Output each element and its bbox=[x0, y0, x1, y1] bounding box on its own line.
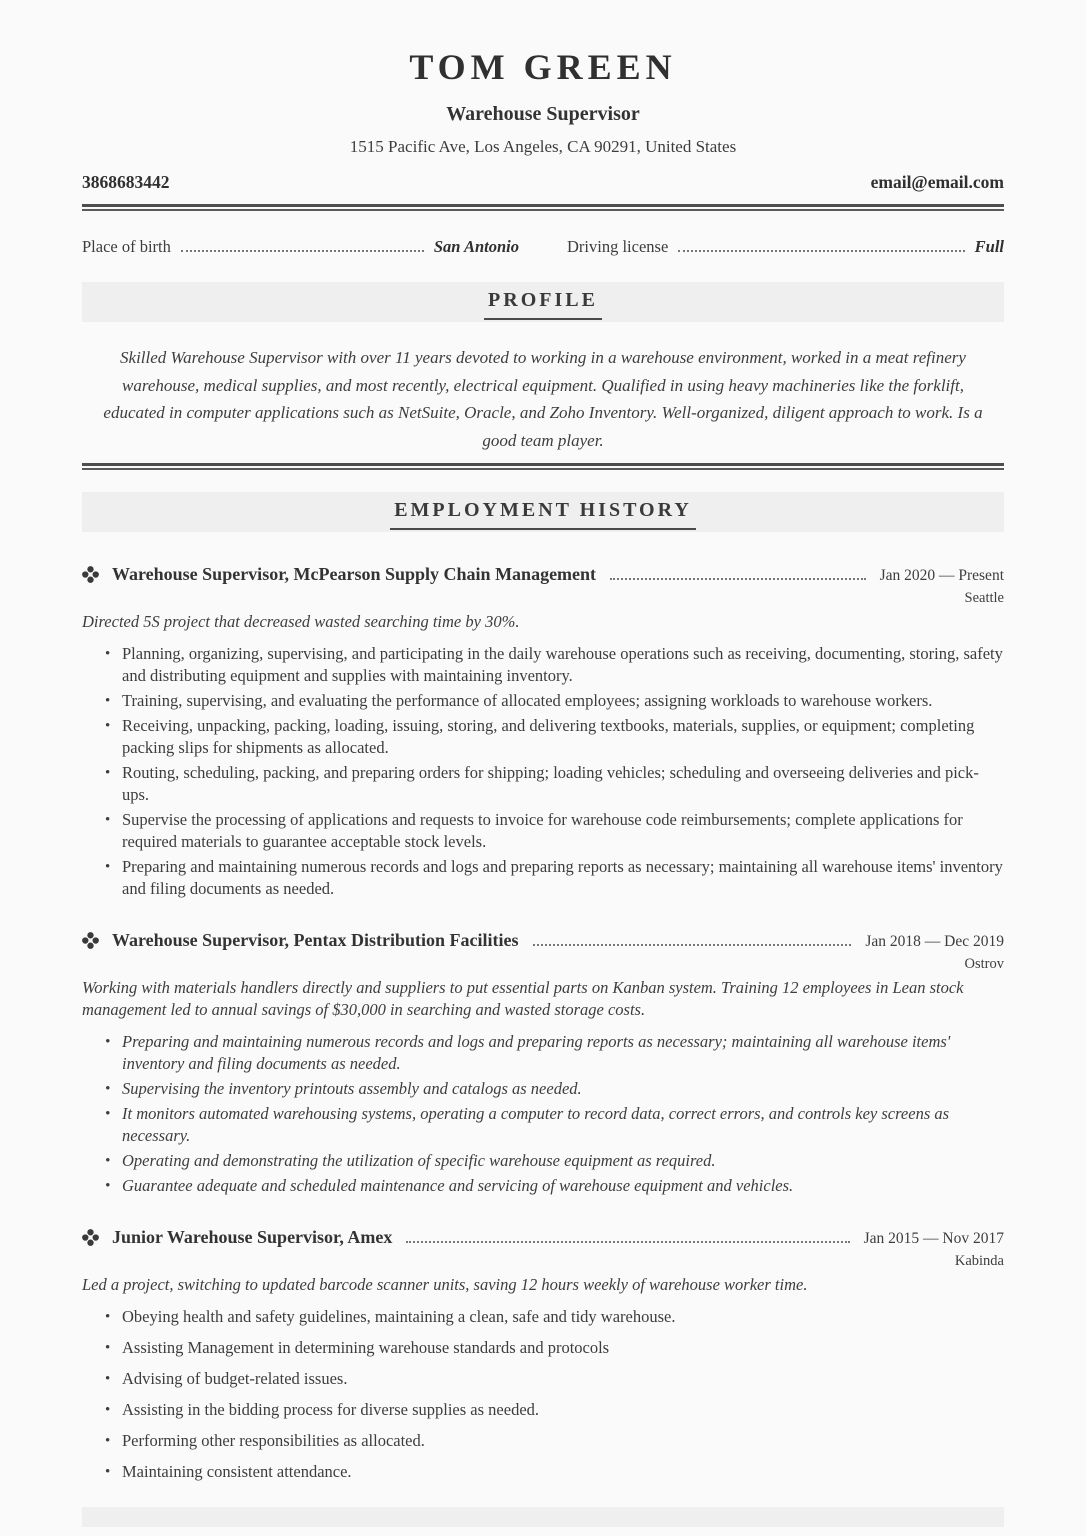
driving-license-label: Driving license bbox=[567, 237, 669, 256]
driving-license-value: Full bbox=[974, 237, 1004, 256]
job-bullet: • Maintaining consistent attendance. bbox=[122, 1461, 1004, 1483]
contact-row bbox=[82, 172, 1004, 193]
job-bullet: • Supervise the processing of applications and requests to invoice for warehouse code reimbursements; complete applications for required materials to guarantee acceptable stock levels. bbox=[122, 809, 1004, 853]
detail-place-of-birth bbox=[82, 237, 519, 257]
quatrefoil-bullet-icon bbox=[82, 932, 99, 949]
job-bullet-list bbox=[82, 1306, 1004, 1483]
job-bullet: • Assisting in the bidding process for diverse supplies as needed. bbox=[122, 1399, 1004, 1421]
job-location: Kabinda bbox=[954, 1253, 1004, 1269]
job-bullet: • Training, supervising, and evaluating the performance of allocated employees; assigning workloads to warehouse workers. bbox=[122, 690, 1004, 712]
dotted-leader bbox=[678, 250, 964, 252]
job-dates: Jan 2020 — Present bbox=[879, 567, 1004, 584]
details-row bbox=[82, 237, 1004, 257]
job-header bbox=[82, 1225, 1004, 1249]
job-title: Warehouse Supervisor, Pentax Distribution Facilities bbox=[112, 930, 519, 950]
job-bullet-list bbox=[82, 643, 1004, 900]
job-entry bbox=[82, 562, 1004, 900]
job-summary: Directed 5S project that decreased wasted searching time by 30%. bbox=[82, 612, 520, 631]
job-bullet: • Operating and demonstrating the utilization of specific warehouse equipment as required. bbox=[122, 1150, 1004, 1172]
profile-divider bbox=[82, 463, 1004, 470]
job-bullet: • Preparing and maintaining numerous records and logs and preparing reports as necessary; maintaining all warehouse items' inventory and filing documents as needed. bbox=[122, 856, 1004, 900]
profile-section-band bbox=[82, 282, 1004, 322]
job-bullet: • Supervising the inventory printouts assembly and catalogs as needed. bbox=[122, 1078, 1004, 1100]
job-bullet: • Guarantee adequate and scheduled maintenance and servicing of warehouse equipment and vehicles. bbox=[122, 1175, 1004, 1197]
job-entry bbox=[82, 928, 1004, 1197]
dotted-leader bbox=[610, 578, 866, 580]
candidate-name: TOM GREEN bbox=[409, 47, 677, 87]
dotted-leader bbox=[533, 944, 852, 946]
job-bullet: • It monitors automated warehousing systems, operating a computer to record data, correct errors, and controls key screens as necessary. bbox=[122, 1103, 1004, 1147]
job-bullet: • Preparing and maintaining numerous records and logs and preparing reports as necessary; maintaining all warehouse items' inventory and filing documents as needed. bbox=[122, 1031, 1004, 1075]
email-address: email@email.com bbox=[870, 172, 1004, 192]
quatrefoil-bullet-icon bbox=[82, 566, 99, 583]
job-bullet: • Performing other responsibilities as allocated. bbox=[122, 1430, 1004, 1452]
detail-driving-license bbox=[567, 237, 1004, 257]
place-of-birth-value: San Antonio bbox=[433, 237, 519, 256]
job-summary: Led a project, switching to updated barcode scanner units, saving 12 hours weekly of warehouse worker time. bbox=[82, 1275, 808, 1294]
job-bullet: • Routing, scheduling, packing, and preparing orders for shipping; loading vehicles; scheduling and overseeing deliveries and pick-ups. bbox=[122, 762, 1004, 806]
job-title: Warehouse Supervisor, McPearson Supply Chain Management bbox=[112, 564, 597, 584]
header-divider bbox=[82, 204, 1004, 211]
job-dates: Jan 2015 — Nov 2017 bbox=[863, 1230, 1004, 1247]
job-header bbox=[82, 562, 1004, 586]
employment-section-band bbox=[82, 492, 1004, 532]
job-bullet: • Obeying health and safety guidelines, maintaining a clean, safe and tidy warehouse. bbox=[122, 1306, 1004, 1328]
job-bullet: • Assisting Management in determining warehouse standards and protocols bbox=[122, 1337, 1004, 1359]
quatrefoil-bullet-icon bbox=[82, 1229, 99, 1246]
employment-heading: EMPLOYMENT HISTORY bbox=[390, 499, 696, 530]
job-title: Junior Warehouse Supervisor, Amex bbox=[112, 1227, 393, 1247]
job-bullet: • Advising of budget-related issues. bbox=[122, 1368, 1004, 1390]
next-section-band bbox=[82, 1507, 1004, 1527]
profile-text: Skilled Warehouse Supervisor with over 11 years devoted to working in a warehouse environment, worked in a meat refinery warehouse, medical supplies, and most recently, electrical equipment. Qualified in using heavy machineries like the forklift, educated in computer applications such as NetSuite, Oracle, and Zoho Inventory. Well-organized, diligent approach to work. Is a good team player. bbox=[103, 348, 983, 450]
job-header bbox=[82, 928, 1004, 952]
job-dates: Jan 2018 — Dec 2019 bbox=[865, 933, 1004, 950]
job-summary: Working with materials handlers directly and suppliers to put essential parts on Kanban system. Training 12 employees in Lean stock management led to annual savings of $30,000 in searching and wasted storage costs. bbox=[82, 978, 964, 1019]
job-location: Seattle bbox=[964, 590, 1004, 606]
job-location: Ostrov bbox=[964, 956, 1004, 972]
profile-heading: PROFILE bbox=[484, 289, 602, 320]
job-bullet-list bbox=[82, 1031, 1004, 1197]
candidate-title: Warehouse Supervisor bbox=[446, 103, 640, 125]
job-entry bbox=[82, 1225, 1004, 1483]
candidate-address: 1515 Pacific Ave, Los Angeles, CA 90291, United States bbox=[349, 137, 737, 156]
phone-number: 3868683442 bbox=[82, 172, 170, 192]
job-bullet: • Receiving, unpacking, packing, loading, issuing, storing, and delivering textbooks, materials, supplies, or equipment; completing packing slips for shipments as allocated. bbox=[122, 715, 1004, 759]
place-of-birth-label: Place of birth bbox=[82, 237, 171, 256]
dotted-leader bbox=[181, 250, 424, 252]
job-bullet: • Planning, organizing, supervising, and participating in the daily warehouse operations such as receiving, documenting, storing, safety and distributing equipment and supplies with maintaining inventory. bbox=[122, 643, 1004, 687]
dotted-leader bbox=[406, 1241, 849, 1243]
